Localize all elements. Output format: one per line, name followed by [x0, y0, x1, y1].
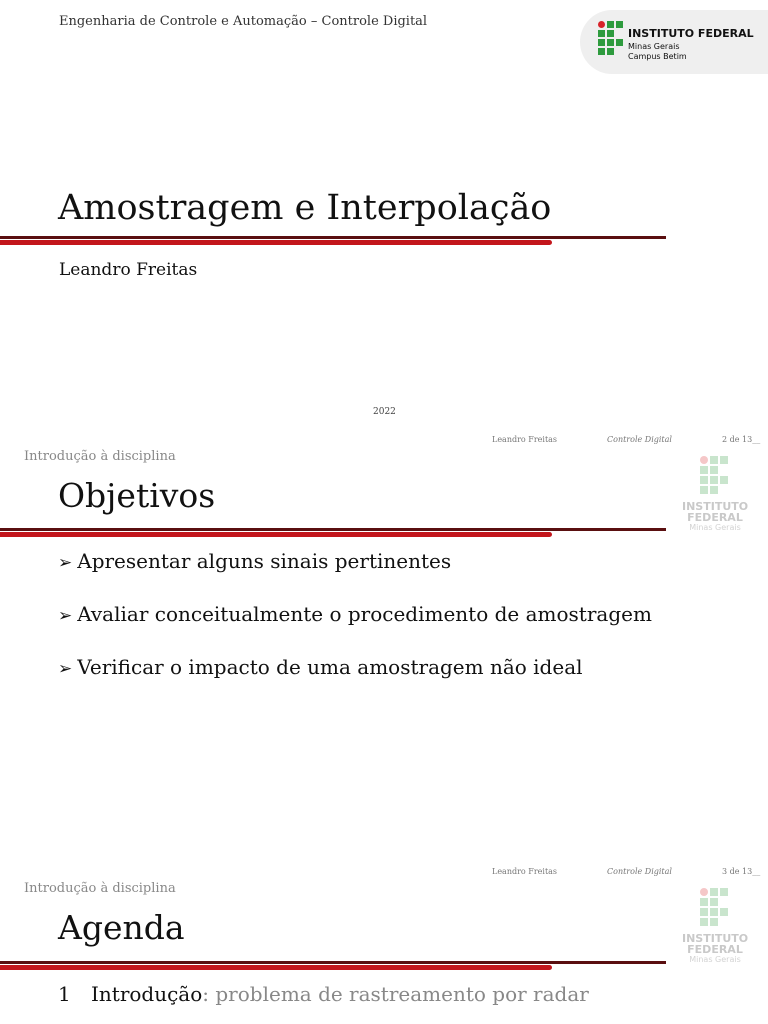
title-rule-thin — [0, 528, 666, 531]
watermark-line-2: FEDERAL — [687, 943, 743, 956]
arrow-bullet-icon: ➢ — [58, 553, 73, 573]
objective-text: Verificar o impacto de uma amostragem não ideal — [77, 655, 583, 679]
section-label: Introdução à disciplina — [24, 881, 176, 896]
logo-subtitle-campus: Campus Betim — [628, 52, 687, 61]
arrow-bullet-icon: ➢ — [58, 659, 73, 679]
arrow-bullet-icon: ➢ — [58, 606, 73, 626]
presentation-title: Amostragem e Interpolação — [58, 188, 552, 228]
course-header: Engenharia de Controle e Automação – Controle Digital — [59, 14, 428, 29]
agenda-item-topic: Introdução — [91, 982, 203, 1006]
presentation-year: 2022 — [373, 407, 396, 417]
section-label: Introdução à disciplina — [24, 449, 176, 464]
agenda-slide — [0, 864, 768, 1024]
logo-subtitle-state: Minas Gerais — [628, 42, 680, 51]
watermark-line-3: Minas Gerais — [689, 523, 741, 532]
objective-item — [58, 655, 583, 679]
watermark-grid-icon — [700, 456, 730, 496]
agenda-item — [58, 982, 589, 1006]
footer-author: Leandro Freitas — [492, 435, 558, 444]
footer-course: Controle Digital — [607, 867, 672, 876]
footer-page-number: 2 de 13__ — [722, 435, 761, 444]
agenda-item-description: : problema de rastreamento por radar — [202, 982, 589, 1006]
slide-title: Objetivos — [58, 476, 216, 515]
objectives-slide — [0, 432, 768, 864]
footer-page-number: 3 de 13__ — [722, 867, 761, 876]
watermark-line-3: Minas Gerais — [689, 955, 741, 964]
title-rule-thick — [0, 240, 552, 245]
institute-watermark — [682, 452, 748, 536]
watermark-grid-icon — [700, 888, 730, 928]
logo-title: INSTITUTO FEDERAL — [628, 27, 754, 40]
title-rule-thin — [0, 961, 666, 964]
objective-text: Avaliar conceitualmente o procedimento de amostragem — [77, 602, 652, 626]
objective-item — [58, 549, 451, 573]
objective-item — [58, 602, 652, 626]
watermark-line-1: INSTITUTO — [682, 500, 749, 513]
agenda-item-number: 1 — [58, 982, 71, 1006]
presentation-author: Leandro Freitas — [59, 260, 198, 280]
watermark-line-2: FEDERAL — [687, 511, 743, 524]
title-rule-thick — [0, 532, 552, 537]
footer-course: Controle Digital — [607, 435, 672, 444]
institute-watermark — [682, 884, 748, 968]
title-slide — [0, 0, 768, 432]
title-rule-thick — [0, 965, 552, 970]
institute-logo — [580, 10, 768, 74]
watermark-line-1: INSTITUTO — [682, 932, 749, 945]
logo-grid-icon — [598, 21, 625, 59]
title-rule-thin — [0, 236, 666, 239]
slide-title: Agenda — [58, 908, 185, 947]
objective-text: Apresentar alguns sinais pertinentes — [77, 549, 452, 573]
footer-author: Leandro Freitas — [492, 867, 558, 876]
